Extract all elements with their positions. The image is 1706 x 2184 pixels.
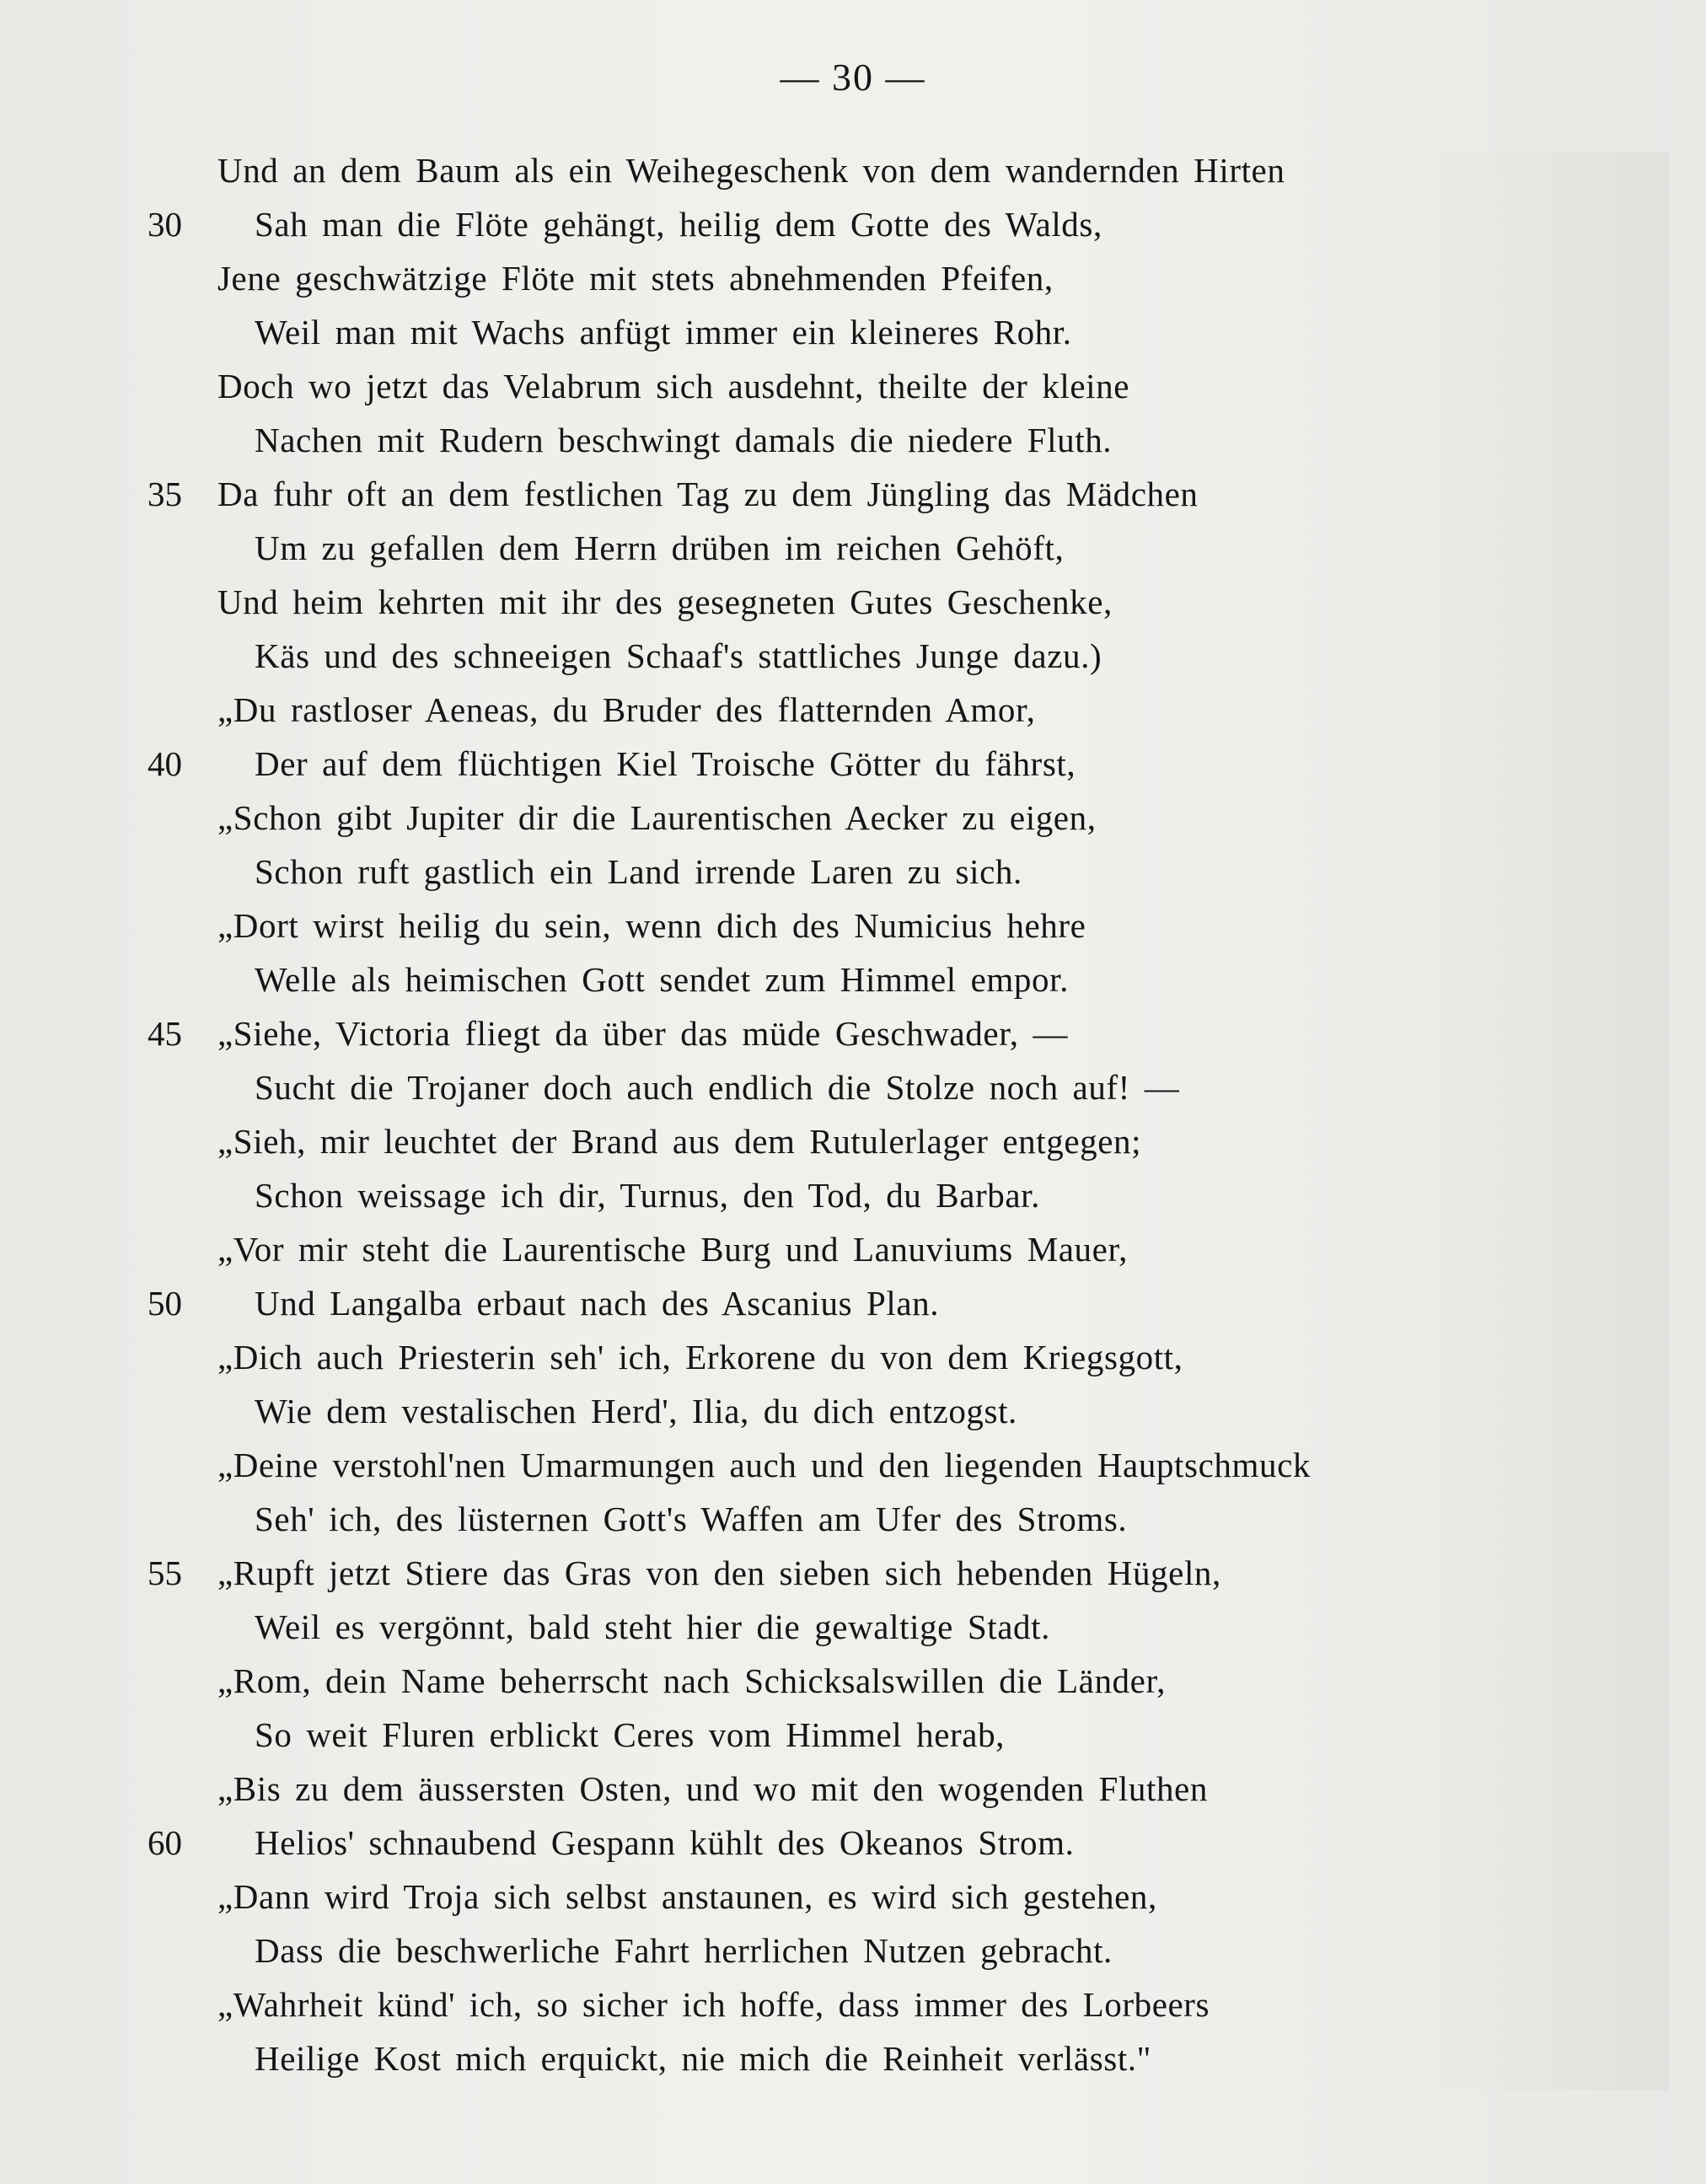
line-number: 35 — [148, 475, 182, 513]
verse-text: Doch wo jetzt das Velabrum sich ausdehnt, theilte der kleine — [217, 367, 1130, 405]
verse-line — [0, 952, 1706, 1006]
line-number: 45 — [148, 1014, 182, 1053]
verse-line — [0, 1762, 1706, 1816]
verse-line — [0, 1977, 1706, 2031]
verse-line — [0, 683, 1706, 737]
verse-line — [0, 521, 1706, 575]
verse-text: „Siehe, Victoria fliegt da über das müde Geschwader, — — [217, 1014, 1069, 1053]
verse-line — [0, 1870, 1706, 1924]
verse-text: Heilige Kost mich erquickt, nie mich die Reinheit verlässt." — [255, 2039, 1151, 2078]
verse-line — [0, 305, 1706, 359]
verse-line — [0, 197, 1706, 251]
line-number: 30 — [148, 205, 182, 244]
poem-text — [0, 143, 1706, 2085]
verse-line — [0, 629, 1706, 683]
verse-text: Helios' schnaubend Gespann kühlt des Okeanos Strom. — [255, 1823, 1075, 1862]
verse-line — [0, 413, 1706, 467]
verse-text: „Wahrheit künd' ich, so sicher ich hoffe, dass immer des Lorbeers — [217, 1985, 1210, 2024]
verse-text: Nachen mit Rudern beschwingt damals die niedere Fluth. — [255, 421, 1113, 459]
verse-line — [0, 1060, 1706, 1114]
line-number: 50 — [148, 1284, 182, 1323]
page-number: — 30 — — [780, 56, 926, 99]
verse-text: Und Langalba erbaut nach des Ascanius Plan. — [255, 1284, 940, 1323]
verse-text: Seh' ich, des lüsternen Gott's Waffen am Ufer des Stroms. — [255, 1500, 1128, 1538]
verse-text: Da fuhr oft an dem festlichen Tag zu dem Jüngling das Mädchen — [217, 475, 1199, 513]
verse-line — [0, 2031, 1706, 2085]
line-number: 55 — [148, 1553, 182, 1592]
verse-line — [0, 1168, 1706, 1222]
verse-text: „Bis zu dem äussersten Osten, und wo mit den wogenden Fluthen — [217, 1769, 1208, 1808]
verse-text: Käs und des schneeigen Schaaf's stattliches Junge dazu.) — [255, 636, 1102, 675]
verse-text: Und heim kehrten mit ihr des gesegneten Gutes Geschenke, — [217, 582, 1113, 621]
verse-text: Schon weissage ich dir, Turnus, den Tod, du Barbar. — [255, 1176, 1040, 1215]
line-number: 60 — [148, 1823, 182, 1862]
verse-line — [0, 143, 1706, 197]
verse-text: „Vor mir steht die Laurentische Burg und Lanuviums Mauer, — [217, 1230, 1128, 1269]
line-number: 40 — [148, 744, 182, 783]
verse-line — [0, 791, 1706, 845]
verse-line — [0, 1276, 1706, 1330]
verse-text: Und an dem Baum als ein Weihegeschenk von dem wandernden Hirten — [217, 151, 1285, 190]
verse-line — [0, 1384, 1706, 1438]
verse-line — [0, 1222, 1706, 1276]
verse-text: Weil man mit Wachs anfügt immer ein kleineres Rohr. — [255, 313, 1072, 351]
verse-line — [0, 1330, 1706, 1384]
verse-text: „Deine verstohl'nen Umarmungen auch und den liegenden Hauptschmuck — [217, 1446, 1311, 1484]
verse-text: Wie dem vestalischen Herd', Ilia, du dich entzogst. — [255, 1392, 1017, 1430]
verse-text: Schon ruft gastlich ein Land irrende Laren zu sich. — [255, 852, 1022, 891]
verse-text: „Dich auch Priesterin seh' ich, Erkorene du von dem Kriegsgott, — [217, 1338, 1183, 1376]
verse-line — [0, 575, 1706, 629]
verse-text: „Rom, dein Name beherrscht nach Schicksalswillen die Länder, — [217, 1661, 1166, 1700]
verse-line — [0, 251, 1706, 305]
verse-line — [0, 1600, 1706, 1654]
verse-line — [0, 1654, 1706, 1708]
verse-text: Dass die beschwerliche Fahrt herrlichen Nutzen gebracht. — [255, 1931, 1113, 1970]
verse-text: Welle als heimischen Gott sendet zum Himmel empor. — [255, 960, 1069, 999]
verse-text: Jene geschwätzige Flöte mit stets abnehmenden Pfeifen, — [217, 259, 1054, 298]
verse-line — [0, 467, 1706, 521]
verse-line — [0, 845, 1706, 899]
verse-text: Sah man die Flöte gehängt, heilig dem Gotte des Walds, — [255, 205, 1102, 244]
verse-line — [0, 1438, 1706, 1492]
verse-line — [0, 899, 1706, 952]
verse-text: Weil es vergönnt, bald steht hier die gewaltige Stadt. — [255, 1607, 1050, 1646]
verse-line — [0, 1924, 1706, 1977]
verse-line — [0, 359, 1706, 413]
verse-text: So weit Fluren erblickt Ceres vom Himmel herab, — [255, 1715, 1006, 1754]
verse-line — [0, 1006, 1706, 1060]
verse-line — [0, 1546, 1706, 1600]
verse-text: „Dort wirst heilig du sein, wenn dich des Numicius hehre — [217, 906, 1086, 945]
verse-line — [0, 1114, 1706, 1168]
verse-text: Sucht die Trojaner doch auch endlich die Stolze noch auf! — — [255, 1068, 1180, 1107]
verse-line — [0, 1816, 1706, 1870]
verse-line — [0, 737, 1706, 791]
verse-line — [0, 1708, 1706, 1762]
verse-text: Um zu gefallen dem Herrn drüben im reichen Gehöft, — [255, 529, 1065, 567]
verse-text: Der auf dem flüchtigen Kiel Troische Götter du fährst, — [255, 744, 1076, 783]
verse-text: „Rupft jetzt Stiere das Gras von den sieben sich hebenden Hügeln, — [217, 1553, 1221, 1592]
verse-text: „Sieh, mir leuchtet der Brand aus dem Rutulerlager entgegen; — [217, 1122, 1142, 1161]
verse-text: „Du rastloser Aeneas, du Bruder des flatternden Amor, — [217, 690, 1036, 729]
verse-line — [0, 1492, 1706, 1546]
verse-text: „Schon gibt Jupiter dir die Laurentischen Aecker zu eigen, — [217, 798, 1097, 837]
verse-text: „Dann wird Troja sich selbst anstaunen, es wird sich gestehen, — [217, 1877, 1157, 1916]
